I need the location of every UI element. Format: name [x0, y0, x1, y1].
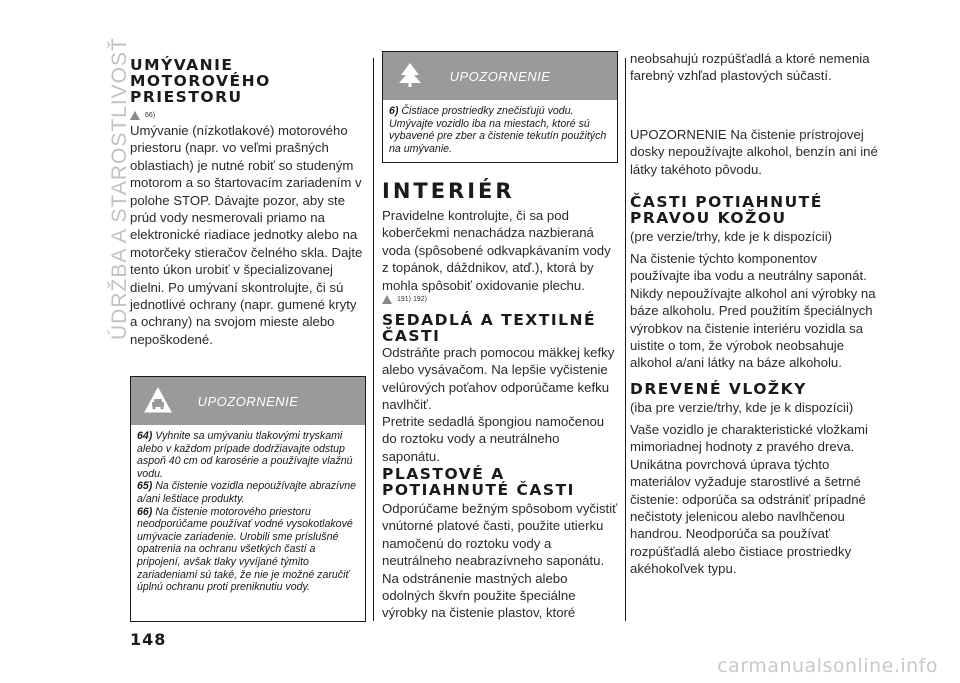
dashboard-note: UPOZORNENIE Na čistenie prístrojovej dosky nepoužívajte alkohol, benzín ani iné látky takéhoto pôvodu. — [630, 127, 878, 177]
warning-header — [131, 377, 365, 425]
watermark: carmanualsonline.info — [717, 655, 938, 677]
warning-triangle-icon — [130, 111, 140, 120]
warning-label: UPOZORNENIE — [197, 394, 299, 409]
wood-heading: DREVENÉ VLOŽKY — [630, 380, 807, 398]
warning-item-number: 6) — [389, 105, 399, 117]
warning-item — [389, 105, 611, 155]
seats-body-2: Pretrite sedadlá špongiou namočenou do roztoku vody a neutrálneho saponátu. — [382, 414, 605, 464]
warning-box — [130, 376, 366, 622]
leather-body: Na čistenie týchto komponentov používajte iba vodu a neutrálny saponát. Nikdy nepoužívajte alkohol ani výrobky na báze alkoholu. Pred použitím špeciálnych výrobkov na čistenie interiéru vozidla sa uistite o tom, že výrobok neobsahuje alkohol a/ani látky na báze alkoholu. — [630, 251, 876, 371]
environment-warning-box — [382, 51, 618, 163]
engine-wash-heading: UMÝVANIE MOTOROVÉHO PRIESTORU — [130, 56, 271, 106]
warning-item-text: Na čistenie motorového priestoru neodporúčame používať vodné vysokotlakové umývacie zariadenie. Urobili sme príslušné opatrenia na ochranu všetkých častí a pripojení, avšak tlaky vyvíjané týmito zariadeniami sú také, že nie je možné zaručiť úplnú ochranu proti preniknutiu vody. — [137, 505, 353, 594]
interior-body: Pravidelne kontrolujte, či sa pod koberčekmi nenachádza nazbieraná voda (spôsobené odkvapkávaním vody z topánok, dáždnikov, atď.), ktorá by mohla spôsobiť oxidovanie plechu. — [382, 208, 611, 293]
plastic-body: Odporúčame bežným spôsobom vyčistiť vnútorné platové časti, použite utierku namočenú do roztoku vody a neutrálneho neabrazívneho saponátu. Na odstránenie mastných alebo odolných škvŕn použite špeciálne výrobky na čistenie plastov, ktoré — [382, 501, 618, 621]
leather-heading: ČASTI POTIAHNUTÉ PRAVOU KOŽOU — [630, 193, 823, 227]
warning-body — [383, 100, 617, 161]
seats-body-1: Odstráňte prach pomocou mäkkej kefky alebo vysávačom. Na lepšie vyčistenie velúrových poťahov odporúčame kefku navlhčiť. — [382, 345, 615, 413]
warning-item — [137, 430, 359, 480]
warning-item-text: Čistiace prostriedky znečisťujú vodu. Umývajte vozidlo iba na miestach, ktoré sú vybavené pre zber a čistenie tekutín použitých na umývanie. — [389, 105, 607, 155]
warning-item — [137, 480, 359, 505]
warning-triangle-icon — [382, 295, 392, 304]
interior-heading: INTERIÉR — [382, 179, 515, 203]
warning-item-number: 66) — [137, 505, 153, 518]
warning-body — [131, 425, 365, 600]
seats-heading: SEDADLÁ A TEXTILNÉ ČASTI — [382, 311, 597, 345]
side-chapter-title-text: ÚDRŽBA A STAROSTLIVOSŤ — [108, 37, 131, 340]
wood-availability: (iba pre verzie/trhy, kde je k dispozícii) — [630, 400, 854, 415]
plastic-body-continued: neobsahujú rozpúšťadlá a ktoré nemenia farebný vzhľad plastových súčastí. — [630, 51, 870, 84]
column-divider — [373, 58, 374, 621]
plastic-heading: PLASTOVÉ A POTIAHNUTÉ ČASTI — [382, 465, 575, 499]
leather-availability: (pre verzie/trhy, kde je k dispozícii) — [630, 229, 833, 244]
side-chapter-title — [84, 30, 131, 340]
warning-header — [383, 52, 617, 100]
ref-numbers: 191) 192) — [397, 296, 427, 303]
warning-item-number: 64) — [137, 430, 153, 442]
engine-wash-body: Umývanie (nízkotlakové) motorového priestoru (napr. vo veľmi prašných oblastiach) je nutné robiť so studeným motorom a so štartovacím zariadením v polohe STOP. Dávajte pozor, aby ste prúd vody nesmerovali priamo na elektronické riadiace jednotky alebo na motorčeky stieračov čelného skla. Dajte tento úkon urobiť v špecializovanej dielni. Po umývaní skontrolujte, či sú jednotlivé ochrany (napr. gumené kryty a ochrany) na svojom mieste alebo nepoškodené. — [130, 123, 363, 347]
wood-body: Vaše vozidlo je charakteristické vložkami mimoriadnej hodnoty z pravého dreva. Unikátna povrchová úprava týchto materiálov vyžaduje starostlivé a šetrné čistenie: odporúča sa odstrániť prípadné nečistoty jelenicou alebo navlhčenou handrou. Neodporúča sa používať rozpúšťadlá alebo čistiace prostriedky akéhokoľvek typu. — [630, 422, 868, 577]
warning-label: UPOZORNENIE — [449, 69, 551, 84]
interior-refs — [382, 295, 427, 304]
column-divider — [625, 58, 626, 621]
warning-item-text: Na čistenie vozidla nepoužívajte abrazívne a/ani leštiace produkty. — [137, 480, 357, 505]
page-number: 148 — [130, 630, 167, 649]
warning-item-text: Vyhnite sa umývaniu tlakovými tryskami alebo v každom prípade dodržiavajte odstup aspoň 40 cm od karosérie a používajte vlažnú vodu. — [137, 430, 353, 480]
engine-wash-refs — [130, 111, 155, 120]
ref-numbers: 66) — [145, 112, 156, 119]
warning-item-number: 65) — [137, 480, 153, 493]
warning-item — [137, 506, 359, 594]
